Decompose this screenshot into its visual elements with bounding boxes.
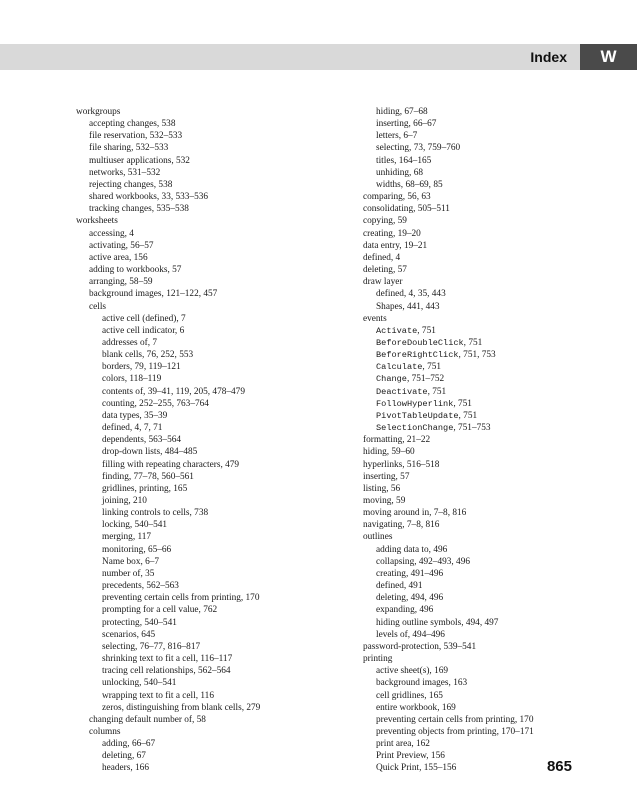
index-entry	[350, 167, 612, 179]
index-entry-text: formatting, 21–22	[363, 435, 431, 446]
index-entry-text: defined, 4, 7, 71	[102, 423, 163, 434]
index-entry-text: defined, 4	[363, 252, 401, 263]
index-entry-text: multiuser applications, 532	[89, 155, 190, 166]
index-entry	[350, 276, 612, 288]
index-entry	[350, 507, 612, 519]
index-entry-text: finding, 77–78, 560–561	[102, 471, 194, 482]
index-entry	[350, 228, 612, 240]
index-entry	[76, 252, 346, 264]
event-code-name: PivotTableUpdate	[376, 410, 459, 421]
index-entry-text: precedents, 562–563	[102, 581, 179, 592]
index-entry-text: file sharing, 532–533	[89, 143, 169, 154]
index-entry	[76, 203, 346, 215]
index-entry-text: dependents, 563–564	[102, 435, 182, 446]
index-entry-text: comparing, 56, 63	[363, 192, 431, 203]
index-entry-text: data types, 35–39	[102, 410, 168, 421]
index-entry	[350, 349, 612, 361]
index-entry	[76, 301, 346, 313]
index-entry	[76, 738, 346, 750]
index-entry-text: data entry, 19–21	[363, 240, 428, 251]
index-entry	[76, 677, 346, 689]
index-entry-text: adding to workbooks, 57	[89, 265, 182, 276]
index-entry	[350, 690, 612, 702]
index-entry-text: monitoring, 65–66	[102, 544, 172, 555]
index-entry-text: expanding, 496	[376, 605, 434, 616]
index-entry-text: copying, 59	[363, 216, 407, 227]
index-entry	[350, 604, 612, 616]
index-entry	[76, 544, 346, 556]
index-entry	[76, 495, 346, 507]
index-entry	[350, 410, 612, 422]
index-entry	[350, 446, 612, 458]
index-entry-text: outlines	[363, 532, 393, 543]
index-entry-text: selecting, 73, 759–760	[376, 143, 461, 154]
index-entry-text: active cell indicator, 6	[102, 325, 185, 336]
index-entry	[76, 349, 346, 361]
index-entry-text: cells	[89, 301, 107, 312]
index-entry-text: , 751–752	[406, 374, 445, 385]
index-entry	[350, 544, 612, 556]
index-entry-text: , 751	[427, 386, 447, 397]
event-code-name: Calculate	[376, 362, 423, 373]
index-entry-text: inserting, 66–67	[376, 119, 437, 130]
index-entry	[350, 762, 612, 774]
index-entry-text: linking controls to cells, 738	[102, 508, 209, 519]
index-entry-text: events	[363, 313, 387, 324]
index-entry	[350, 653, 612, 665]
index-entry	[76, 215, 346, 227]
index-entry	[76, 410, 346, 422]
index-entry	[76, 106, 346, 118]
index-entry	[350, 191, 612, 203]
index-entry	[76, 507, 346, 519]
index-entry	[76, 398, 346, 410]
index-entry-text: deleting, 494, 496	[376, 593, 444, 604]
index-entry-text: navigating, 7–8, 816	[363, 520, 440, 531]
index-entry-text: levels of, 494–496	[376, 629, 445, 640]
index-entry	[350, 702, 612, 714]
index-entry-text: filling with repeating characters, 479	[102, 459, 240, 470]
index-entry	[350, 483, 612, 495]
index-entry	[350, 118, 612, 130]
event-code-name: Deactivate	[376, 386, 428, 397]
index-entry-text: listing, 56	[363, 483, 401, 494]
index-entry-text: password-protection, 539–541	[363, 641, 477, 652]
index-entry-text: number of, 35	[102, 568, 155, 579]
index-entry-text: blank cells, 76, 252, 553	[102, 350, 194, 361]
index-entry	[76, 373, 346, 385]
index-entry-text: accepting changes, 538	[89, 119, 176, 130]
index-entry-text: Name box, 6–7	[102, 556, 160, 567]
index-entry-text: file reservation, 532–533	[89, 131, 183, 142]
index-entry	[350, 240, 612, 252]
index-entry-text: defined, 4, 35, 443	[376, 289, 446, 300]
index-entry-text: adding data to, 496	[376, 544, 448, 555]
index-entry	[76, 702, 346, 714]
index-entry	[350, 361, 612, 373]
index-entry	[350, 288, 612, 300]
index-entry	[350, 556, 612, 568]
index-entry	[76, 264, 346, 276]
index-entry	[76, 386, 346, 398]
index-entry	[350, 325, 612, 337]
index-entry	[76, 483, 346, 495]
index-entry-text: wrapping text to fit a cell, 116	[102, 690, 214, 701]
index-entry	[76, 592, 346, 604]
index-entry-text: borders, 79, 119–121	[102, 362, 181, 373]
index-entry	[350, 179, 612, 191]
index-entry-text: , 751–753	[453, 423, 491, 434]
index-entry-text: unlocking, 540–541	[102, 678, 177, 689]
index-entry	[76, 519, 346, 531]
index-entry-text: , 751	[422, 362, 442, 373]
event-code-name: BeforeRightClick	[376, 350, 459, 361]
index-entry	[350, 738, 612, 750]
index-entry	[76, 726, 346, 738]
index-entry	[76, 690, 346, 702]
index-entry	[76, 750, 346, 762]
index-entry-text: unhiding, 68	[376, 167, 424, 178]
index-entry-text: titles, 164–165	[376, 155, 432, 166]
index-entry-text: inserting, 57	[363, 471, 410, 482]
index-entry	[350, 301, 612, 313]
index-entry	[76, 142, 346, 154]
index-entry	[76, 179, 346, 191]
index-entry	[350, 677, 612, 689]
index-entry	[350, 617, 612, 629]
index-entry-text: active sheet(s), 169	[376, 666, 449, 677]
index-entry-text: active cell (defined), 7	[102, 313, 186, 324]
index-entry-text: deleting, 57	[363, 265, 407, 276]
index-entry	[350, 568, 612, 580]
index-entry-text: consolidating, 505–511	[363, 204, 450, 215]
index-entry-text: , 751	[453, 398, 472, 409]
index-entry-text: background images, 121–122, 457	[89, 289, 218, 300]
index-entry	[350, 422, 612, 434]
index-entry	[76, 130, 346, 142]
index-entry-text: worksheets	[76, 216, 118, 227]
index-entry	[76, 240, 346, 252]
index-entry-text: hyperlinks, 516–518	[363, 459, 440, 470]
index-entry	[350, 106, 612, 118]
index-entry	[76, 604, 346, 616]
index-column-right	[350, 106, 612, 775]
index-entry-text: , 751, 753	[458, 350, 496, 361]
index-entry-text: moving, 59	[363, 496, 406, 506]
index-entry	[350, 471, 612, 483]
index-entry-text: background images, 163	[376, 678, 468, 689]
page-number: 865	[546, 758, 572, 775]
index-entry-text: preventing objects from printing, 170–171	[376, 726, 534, 737]
index-entry	[76, 641, 346, 653]
index-entry	[350, 592, 612, 604]
index-entry	[76, 191, 346, 203]
index-entry	[350, 373, 612, 385]
index-entry	[350, 629, 612, 641]
index-entry-text: merging, 117	[102, 532, 152, 543]
index-entry	[76, 325, 346, 337]
index-entry	[76, 155, 346, 167]
index-entry	[76, 665, 346, 677]
index-entry-text: protecting, 540–541	[102, 617, 177, 628]
event-code-name: Change	[376, 374, 407, 385]
index-entry-text: selecting, 76–77, 816–817	[102, 641, 201, 652]
index-entry-text: , 751	[458, 410, 478, 421]
index-entry	[350, 531, 612, 543]
index-entry-text: moving around in, 7–8, 816	[363, 508, 467, 519]
index-entry	[350, 142, 612, 154]
index-entry-text: adding, 66–67	[102, 739, 156, 750]
index-entry-text: arranging, 58–59	[89, 277, 153, 288]
index-entry-text: Print Preview, 156	[376, 751, 445, 762]
index-entry	[350, 130, 612, 142]
index-entry-text: tracking changes, 535–538	[89, 204, 189, 215]
index-entry-text: hiding, 67–68	[376, 107, 428, 117]
index-entry-text: tracing cell relationships, 562–564	[102, 666, 231, 677]
index-entry-text: rejecting changes, 538	[89, 179, 173, 190]
index-entry-text: , 751	[463, 337, 483, 348]
index-entry	[350, 203, 612, 215]
index-entry-text: hiding, 59–60	[363, 447, 415, 458]
index-entry	[350, 398, 612, 410]
index-entry	[76, 714, 346, 726]
event-code-name: Activate	[376, 325, 418, 336]
index-entry	[76, 228, 346, 240]
index-entry-text: gridlines, printing, 165	[102, 483, 188, 494]
index-entry	[76, 531, 346, 543]
index-entry-text: deleting, 67	[102, 751, 146, 762]
index-entry	[350, 337, 612, 349]
index-entry-text: preventing certain cells from printing, 170	[102, 593, 260, 604]
index-entry	[350, 155, 612, 167]
index-entry	[76, 580, 346, 592]
index-entry-text: entire workbook, 169	[376, 702, 456, 713]
index-entry-text: Shapes, 441, 443	[376, 301, 440, 312]
index-entry-text: scenarios, 645	[102, 629, 156, 640]
index-entry-text: networks, 531–532	[89, 167, 161, 178]
index-entry-text: joining, 210	[102, 496, 147, 506]
index-entry	[350, 641, 612, 653]
index-entry	[76, 629, 346, 641]
index-entry-text: colors, 118–119	[102, 374, 162, 385]
index-entry	[350, 665, 612, 677]
index-entry-text: zeros, distinguishing from blank cells, 279	[102, 702, 261, 713]
index-entry-text: active area, 156	[89, 252, 148, 263]
index-entry	[76, 471, 346, 483]
index-entry-text: print area, 162	[376, 739, 430, 750]
index-entry-text: printing	[363, 654, 393, 665]
index-entry	[76, 276, 346, 288]
index-entry-text: changing default number of, 58	[89, 714, 206, 725]
index-column-left	[76, 106, 346, 775]
index-entry-text: widths, 68–69, 85	[376, 179, 443, 190]
index-entry-text: creating, 491–496	[376, 568, 444, 579]
index-entry	[76, 337, 346, 349]
index-entry-text: collapsing, 492–493, 496	[376, 556, 470, 567]
index-entry-text: hiding outline symbols, 494, 497	[376, 617, 499, 628]
index-entry-text: locking, 540–541	[102, 520, 168, 531]
index-entry	[350, 726, 612, 738]
index-entry-text: drop-down lists, 484–485	[102, 447, 198, 458]
index-entry-text: shrinking text to fit a cell, 116–117	[102, 654, 233, 665]
index-entry	[76, 288, 346, 300]
index-entry	[350, 750, 612, 762]
index-entry-text: Quick Print, 155–156	[376, 763, 457, 774]
section-title: Index	[530, 49, 567, 65]
index-entry	[350, 434, 612, 446]
index-entry	[350, 264, 612, 276]
event-code-name: FollowHyperlink	[376, 398, 454, 409]
index-entry-text: counting, 252–255, 763–764	[102, 398, 209, 409]
letter-tab: W	[580, 44, 637, 70]
index-entry	[76, 422, 346, 434]
index-entry	[76, 434, 346, 446]
index-entry	[350, 386, 612, 398]
index-entry	[350, 459, 612, 471]
index-entry-text: cell gridlines, 165	[376, 690, 443, 701]
index-entry	[350, 519, 612, 531]
event-code-name: BeforeDoubleClick	[376, 337, 464, 348]
index-entry-text: prompting for a cell value, 762	[102, 605, 218, 616]
index-entry-text: activating, 56–57	[89, 240, 154, 251]
running-header	[0, 44, 637, 70]
index-entry	[76, 556, 346, 568]
index-entry	[76, 617, 346, 629]
index-entry	[76, 568, 346, 580]
index-entry-text: accessing, 4	[89, 228, 134, 239]
index-entry	[76, 361, 346, 373]
index-entry-text: , 751	[417, 325, 436, 336]
index-entry-text: letters, 6–7	[376, 131, 418, 142]
index-entry-text: columns	[89, 726, 121, 737]
index-entry-text: addresses of, 7	[102, 337, 157, 348]
event-code-name: SelectionChange	[376, 423, 454, 434]
index-entry	[76, 459, 346, 471]
index-entry	[76, 762, 346, 774]
index-entry	[76, 653, 346, 665]
index-entry-text: defined, 491	[376, 581, 423, 592]
index-entry-text: creating, 19–20	[363, 228, 421, 239]
index-entry	[76, 167, 346, 179]
index-entry	[350, 495, 612, 507]
index-entry	[350, 714, 612, 726]
index-entry	[350, 252, 612, 264]
index-entry	[350, 313, 612, 325]
index-entry-text: headers, 166	[102, 763, 149, 774]
index-entry	[350, 580, 612, 592]
index-entry	[350, 215, 612, 227]
index-entry	[76, 118, 346, 130]
index-entry-text: preventing certain cells from printing, 170	[376, 714, 534, 725]
index-entry	[76, 313, 346, 325]
index-entry-text: contents of, 39–41, 119, 205, 478–479	[102, 386, 245, 397]
index-entry-text: shared workbooks, 33, 533–536	[89, 192, 209, 203]
index-entry-text: workgroups	[76, 107, 121, 117]
index-entry-text: draw layer	[363, 277, 403, 288]
index-entry	[76, 446, 346, 458]
